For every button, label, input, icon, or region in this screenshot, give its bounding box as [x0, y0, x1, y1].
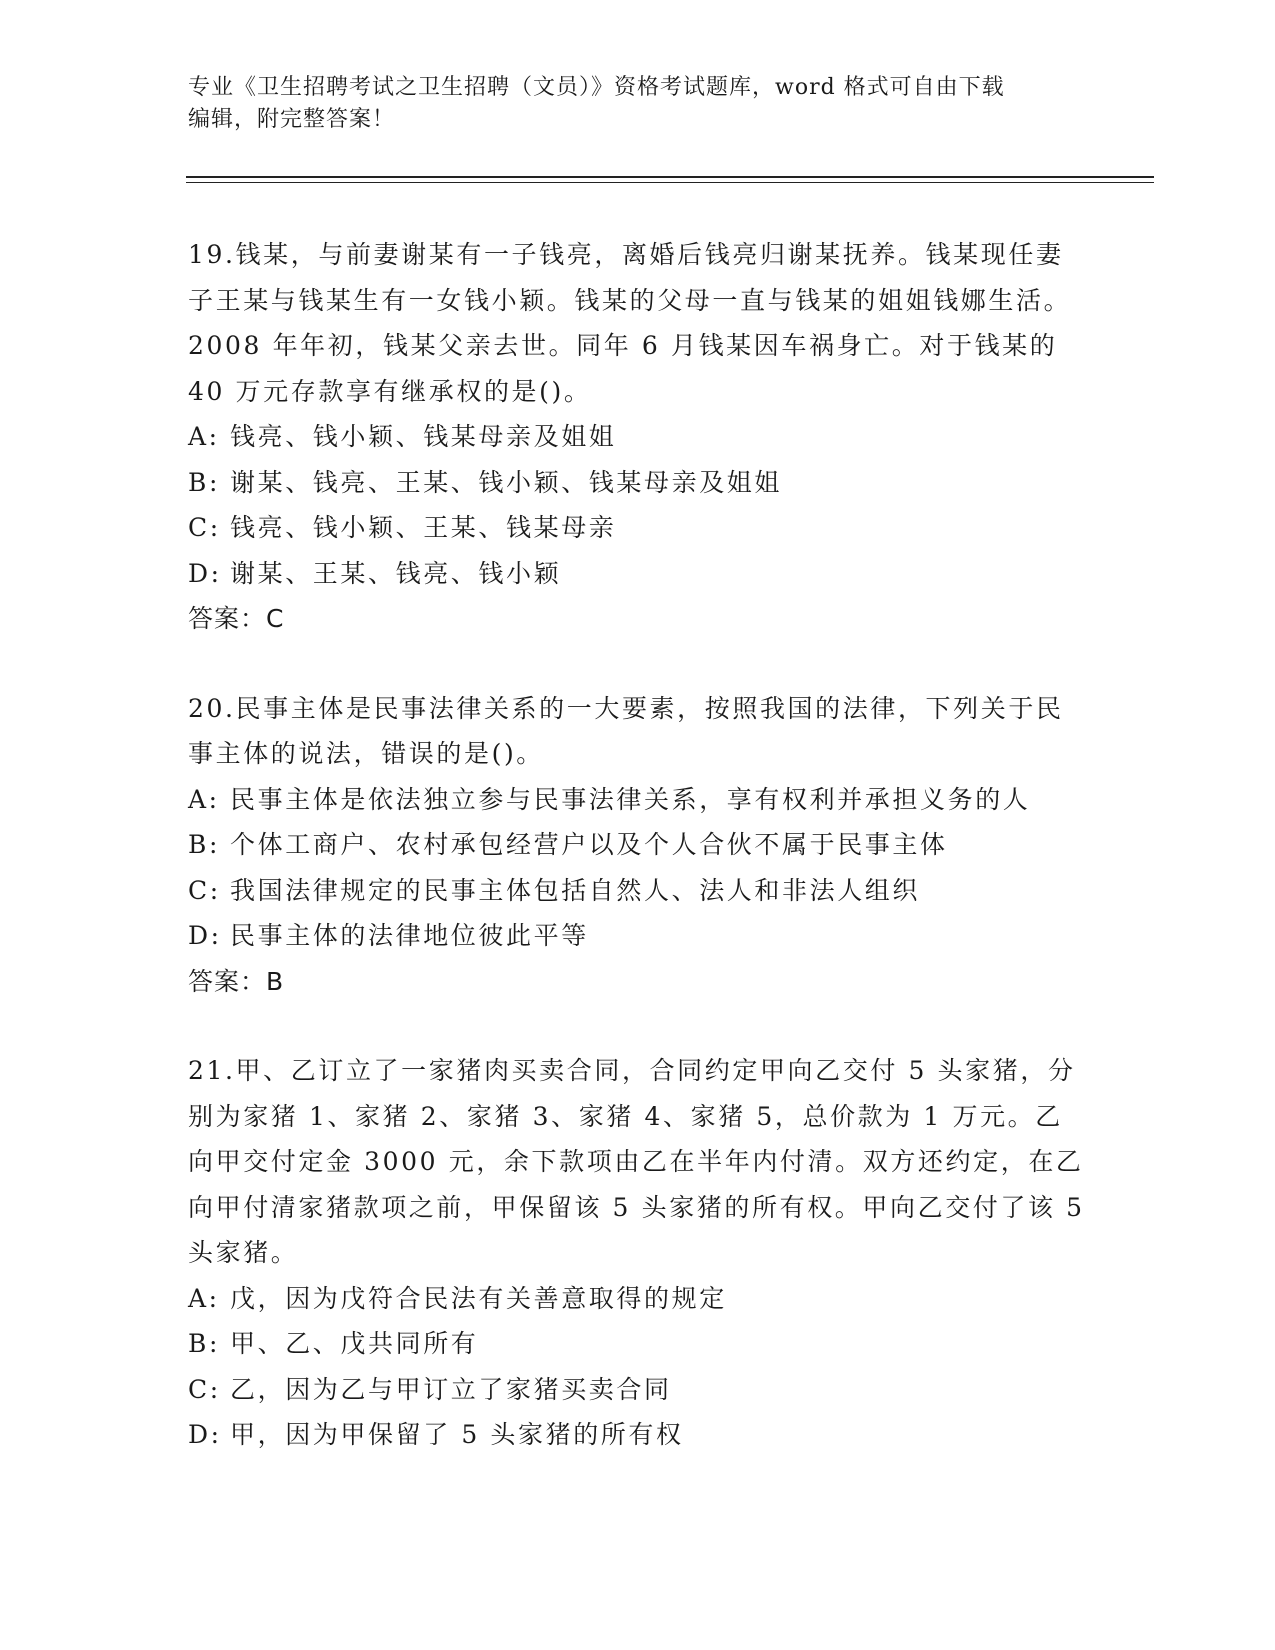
option-key: C: [188, 875, 221, 905]
option-text: 民事主体是依法独立参与民事法律关系，享有权利并承担义务的人 [230, 784, 1031, 814]
question-20 [188, 686, 1088, 1005]
option-text: 戊，因为戊符合民法有关善意取得的规定 [230, 1283, 727, 1313]
option-key: B: [188, 830, 220, 859]
header-line-2: 编辑，附完整答案！ [188, 107, 396, 132]
option-text: 谢某、王某、钱亮、钱小颖 [230, 558, 562, 588]
header-divider-thin [186, 182, 1154, 183]
option-key: A: [188, 422, 220, 451]
option-a [188, 777, 1088, 823]
option-a [188, 414, 1088, 460]
question-list [188, 232, 1088, 1502]
option-c [188, 868, 1088, 914]
option-text: 个体工商户、农村承包经营户以及个人合伙不属于民事主体 [230, 830, 948, 859]
option-text: 我国法律规定的民事主体包括自然人、法人和非法人组织 [230, 875, 921, 905]
option-key: D: [188, 1420, 222, 1449]
option-text: 民事主体的法律地位彼此平等 [230, 921, 589, 950]
option-a [188, 1276, 1088, 1322]
option-b [188, 1321, 1088, 1367]
question-text: 20.民事主体是民事法律关系的一大要素，按照我国的法律，下列关于民事主体的说法，错误的是()。 [188, 693, 1064, 768]
question-text: 21.甲、乙订立了一家猪肉买卖合同，合同约定甲向乙交付 5 头家猪，分别为家猪 1、家猪 2、家猪 3、家猪 4、家猪 5，总价款为 1 万元。乙向甲交付定金 3000 元，余下款项由乙在半年内付清。双方还约定，在乙向甲付清家猪款项之前，甲保留该 5 头家猪的所有权。甲向乙交付了该 5 头家猪。 [188, 1056, 1085, 1267]
option-key: B: [188, 1329, 220, 1358]
option-key: A: [188, 1283, 220, 1313]
option-d [188, 1412, 1088, 1458]
option-c [188, 1367, 1088, 1413]
option-key: B: [188, 467, 220, 497]
option-b [188, 460, 1088, 506]
document-header [188, 72, 1088, 136]
option-text: 谢某、钱亮、王某、钱小颖、钱某母亲及姐姐 [230, 467, 783, 497]
option-key: C: [188, 513, 221, 542]
option-c [188, 505, 1088, 551]
option-d [188, 551, 1088, 597]
question-19 [188, 232, 1088, 642]
question-text: 19.钱某，与前妻谢某有一子钱亮，离婚后钱亮归谢某抚养。钱某现任妻子王某与钱某生有一女钱小颖。钱某的父母一直与钱某的姐姐钱娜生活。2008 年年初，钱某父亲去世。同年 6 月钱某因车祸身亡。对于钱某的 40 万元存款享有继承权的是()。 [188, 240, 1072, 406]
answer-line: 答案：C [188, 604, 285, 633]
option-d [188, 913, 1088, 959]
option-text: 甲、乙、戊共同所有 [230, 1329, 479, 1358]
option-text: 钱亮、钱小颖、王某、钱某母亲 [230, 513, 617, 542]
option-text: 甲，因为甲保留了 5 头家猪的所有权 [230, 1420, 684, 1449]
header-divider-thick [186, 176, 1154, 178]
option-key: D: [188, 558, 222, 588]
option-text: 钱亮、钱小颖、钱某母亲及姐姐 [230, 422, 617, 451]
option-b [188, 822, 1088, 868]
option-text: 乙，因为乙与甲订立了家猪买卖合同 [230, 1374, 672, 1404]
answer-line: 答案：B [188, 966, 285, 996]
header-line-1: 专业《卫生招聘考试之卫生招聘（文员）》资格考试题库，word 格式可自由下载 [188, 75, 1005, 100]
option-key: D: [188, 921, 222, 950]
question-21 [188, 1048, 1088, 1458]
option-key: C: [188, 1374, 221, 1404]
option-key: A: [188, 784, 220, 814]
